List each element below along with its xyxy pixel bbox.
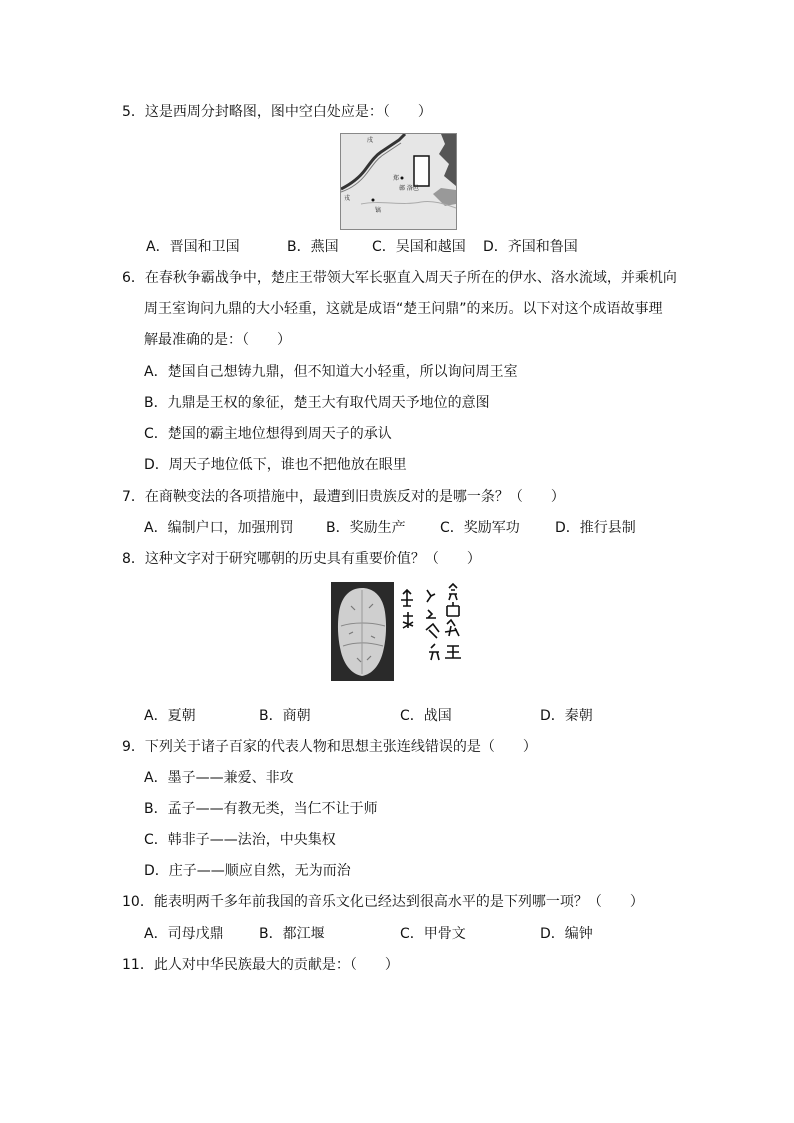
option-d[interactable]: D．周天子地位低下，谁也不把他放在眼里 [144, 457, 407, 473]
question-stem-line-1: 在春秋争霸战争中，楚庄王带领大军长驱直入周天子所在的伊水、洛水流域，并乘机向 [144, 270, 677, 286]
question-7-text [122, 488, 565, 506]
option-a[interactable]: A．司母戊鼎 [144, 926, 224, 942]
question-stem: 下列关于诸子百家的代表人物和思想主张连线错误的是（ ） [144, 739, 537, 755]
option-c[interactable]: C．韩非子——法治，中央集权 [144, 832, 336, 848]
option-a[interactable]: A．夏朝 [144, 708, 196, 724]
question-number: 11． [122, 957, 154, 973]
question-number: 6． [122, 270, 145, 286]
option-b[interactable]: B．孟子——有教无类，当仁不让于师 [144, 801, 378, 817]
map-drawing [341, 134, 456, 229]
option-a[interactable]: A．墨子——兼爱、非攻 [144, 770, 294, 786]
question-10-text [122, 893, 644, 911]
question-number: 7． [122, 489, 145, 505]
map-label-top: 戌 [367, 137, 374, 144]
option-a[interactable]: A．晋国和卫国 [146, 239, 240, 255]
option-b[interactable]: B．都江堰 [259, 926, 325, 942]
question-number: 10． [122, 894, 154, 910]
question-9-text [122, 738, 537, 756]
map-label-rong: 戎 [344, 195, 351, 202]
question-stem-line-2: 周王室询问九鼎的大小轻重，这就是成语“楚王问鼎”的来历。以下对这个成语故事理 [144, 301, 663, 317]
option-c[interactable]: C．楚国的霸主地位想得到周天子的承认 [144, 426, 392, 442]
option-d[interactable]: D．秦朝 [540, 708, 593, 724]
option-d[interactable]: D．编钟 [540, 926, 593, 942]
option-a[interactable]: A．编制户口，加强刑罚 [144, 520, 294, 536]
option-d[interactable]: D．庄子——顺应自然，无为而治 [144, 863, 351, 879]
question-stem: 能表明两千多年前我国的音乐文化已经达到很高水平的是下列哪一项？（ ） [153, 894, 644, 910]
option-d[interactable]: D．齐国和鲁国 [483, 239, 578, 255]
option-d[interactable]: D．推行县制 [555, 520, 636, 536]
option-b[interactable]: B．燕国 [287, 239, 339, 255]
western-zhou-fiefdom-map [340, 133, 457, 230]
question-5-text [122, 103, 432, 121]
blank-region-box [414, 156, 429, 186]
option-b[interactable]: B．奖励生产 [326, 520, 406, 536]
option-c[interactable]: C．战国 [400, 708, 452, 724]
question-stem-line-3: 解最准确的是：（ ） [144, 332, 291, 348]
option-c[interactable]: C．吴国和越国 [372, 239, 466, 255]
question-stem: 在商鞅变法的各项措施中，最遭到旧贵族反对的是哪一条？（ ） [144, 489, 565, 505]
question-stem: 这种文字对于研究哪朝的历史具有重要价值？（ ） [144, 551, 481, 567]
option-b[interactable]: B．九鼎是王权的象征，楚王大有取代周天予地位的意图 [144, 395, 490, 411]
map-label-zheng: 郑 [393, 175, 400, 182]
question-number: 9． [122, 739, 145, 755]
oracle-bone-drawing [331, 582, 466, 681]
option-a[interactable]: A．楚国自己想铸九鼎，但不知道大小轻重，所以询问周王室 [144, 364, 518, 380]
option-b[interactable]: B．商朝 [259, 708, 311, 724]
option-c[interactable]: C．甲骨文 [400, 926, 466, 942]
oracle-bone-image [331, 582, 466, 681]
map-label-luoyi: 鄣 洛邑 [399, 185, 419, 192]
map-label-hao: 镐 [375, 207, 382, 214]
question-8-text [122, 550, 481, 568]
question-number: 8． [122, 551, 145, 567]
question-number: 5． [122, 104, 145, 120]
question-6-text [122, 269, 677, 287]
question-stem: 此人对中华民族最大的贡献是：（ ） [153, 957, 399, 973]
question-stem: 这是西周分封略图，图中空白处应是：（ ） [144, 104, 432, 120]
question-11-text [122, 956, 399, 974]
option-c[interactable]: C．奖励军功 [440, 520, 520, 536]
